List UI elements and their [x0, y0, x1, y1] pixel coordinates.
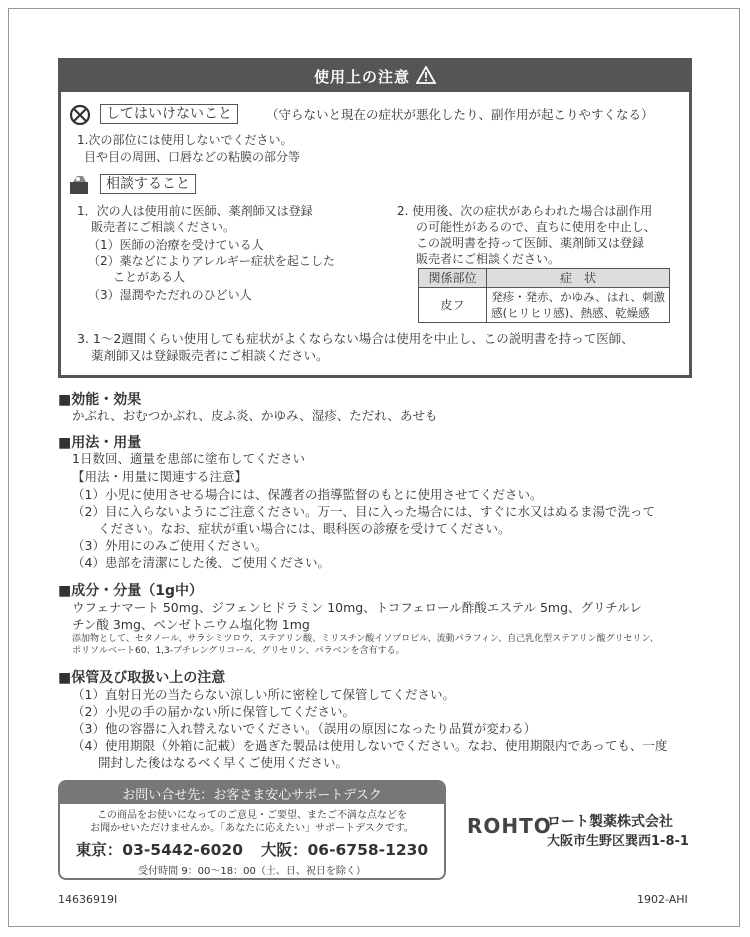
code-right: 1902-AHI [637, 893, 688, 906]
usage-note: （2）目に入らないようにご注意ください。万一、目に入った場合には、すぐに水又はぬるま湯で洗って [72, 504, 655, 519]
table-cell-part: 皮フ [419, 288, 487, 323]
precautions-title: 使用上の注意 [313, 68, 410, 86]
support-desk-box [58, 780, 446, 880]
company-logo: ROHTO [467, 814, 552, 838]
consult-sub-item: （2）薬などによりアレルギー症状を起こした [88, 254, 335, 268]
support-desk-heading: お問い合せ先：お客さま安心サポートデスク [60, 782, 444, 804]
support-desk-message [60, 809, 444, 835]
storage-note: （3）他の容器に入れ替えないでください。（誤用の原因になったり品質が変わる） [72, 721, 537, 736]
usage-note: （4）患部を清潔にした後、ご使用ください。 [72, 555, 330, 570]
additives-line: ポリソルベート60、1,3-ブチレングリコール、グリセリン、パラベンを含有する。 [72, 646, 405, 656]
storage-note: （1）直射日光の当たらない涼しい所に密栓して保管してください。 [72, 687, 455, 702]
ingredients-line: ウフェナマート 50mg、ジフェンヒドラミン 10mg、トコフェロール酢酸エステル 5mg、グリチルレ [72, 600, 642, 615]
table-header-part: 関係部位 [419, 269, 487, 288]
consult-item-2: 2. 使用後、次の症状があらわれた場合は副作用 [397, 204, 653, 218]
storage-heading: ■保管及び取扱い上の注意 [58, 670, 226, 686]
dont-item-1: 1.次の部位には使用しないでください。 [77, 133, 293, 147]
usage-note: （1）小児に使用させる場合には、保護者の指導監督のもとに使用させてください。 [72, 487, 543, 502]
ingredients-line: チン酸 3mg、ベンゼトニウム塩化物 1mg [72, 617, 310, 632]
support-desk-message-line: この商品をお使いになってのご意見・ご要望、またご不満な点などを [97, 810, 407, 821]
storage-note: （4）使用期限（外箱に記載）を過ぎた製品は使用しないでください。なお、使用期限内であっても、一度 [72, 738, 668, 753]
dont-item-1-detail: 目や目の周囲、口唇などの粘膜の部分等 [84, 150, 301, 164]
consult-item-1: 販売者にご相談ください。 [91, 220, 236, 234]
consult-item-2: の可能性があるので、直ちに使用を中止し、 [416, 220, 656, 234]
usage-heading: ■用法・用量 [58, 435, 142, 451]
reception-hours: 受付時間 9：00～18：00（土、日、祝日を除く） [138, 866, 366, 877]
dont-note: （守らないと現在の症状が悪化したり、副作用が起こりやすくなる） [266, 107, 654, 122]
table-cell-symptom [487, 288, 670, 323]
additives-line: 添加物として、セタノール、サラシミツロウ、ステアリン酸、ミリスチン酸イソプロピル、流動パラフィン、自己乳化型ステアリン酸グリセリン、 [72, 634, 659, 644]
usage-note: （3）外用にのみご使用ください。 [72, 538, 268, 553]
storage-note: 開封した後はなるべく早くご使用ください。 [98, 755, 349, 770]
consult-item-3: 3. 1～2週間くらい使用しても症状がよくならない場合は使用を中止し、この説明書を持って医師、 [77, 331, 634, 346]
table-header-symptom: 症 状 [487, 269, 670, 288]
consult-item-1: 1．次の人は使用前に医師、薬剤師又は登録 [77, 204, 313, 218]
symptom-line: 感(ヒリヒリ感)、熱感、乾燥感 [491, 306, 650, 320]
usage-note: ください。なお、症状が重い場合には、眼科医の診療を受けてください。 [98, 521, 511, 536]
dont-label: してはいけないこと [100, 104, 238, 124]
consult-label: 相談すること [100, 174, 196, 194]
precautions-header [61, 61, 689, 92]
usage-text: 1日数回、適量を患部に塗布してください [72, 451, 305, 466]
consult-sub-item: ことがある人 [113, 270, 186, 284]
company-name: ロート製薬株式会社 [547, 814, 673, 830]
phone-numbers [60, 838, 444, 860]
support-desk-message-line: お聞かせいただけませんか。「あなたに応えたい」サポートデスクです。 [90, 823, 414, 834]
symptom-line: 発疹・発赤、かゆみ、はれ、刺激 [491, 290, 665, 304]
consult-item-3: 薬剤師又は登録販売者にご相談ください。 [91, 348, 329, 363]
code-left: 14636919I [58, 893, 118, 906]
symptom-table [418, 268, 670, 323]
phone-tokyo: 東京：03-5442-6020 [75, 841, 243, 859]
usage-related-heading: 【用法・用量に関連する注意】 [72, 469, 248, 484]
phone-osaka: 大阪：06-6758-1230 [261, 841, 429, 859]
efficacy-text: かぶれ、おむつかぶれ、皮ふ炎、かゆみ、湿疹、ただれ、あせも [72, 408, 438, 423]
efficacy-heading: ■効能・効果 [58, 392, 142, 408]
consult-sub-item: （3）湿潤やただれのひどい人 [88, 288, 252, 302]
warning-triangle-icon [416, 66, 436, 88]
prohibited-icon [69, 104, 91, 130]
company-address: 大阪市生野区巽西1-8-1 [547, 834, 689, 849]
consult-item-2: この説明書を持って医師、薬剤師又は登録 [416, 236, 645, 250]
consult-icon [68, 172, 92, 200]
storage-note: （2）小児の手の届かない所に保管してください。 [72, 704, 355, 719]
ingredients-heading: ■成分・分量（1g中） [58, 583, 203, 599]
consult-sub-item: （1）医師の治療を受けている人 [88, 238, 264, 252]
consult-item-2: 販売者にご相談ください。 [416, 252, 561, 266]
